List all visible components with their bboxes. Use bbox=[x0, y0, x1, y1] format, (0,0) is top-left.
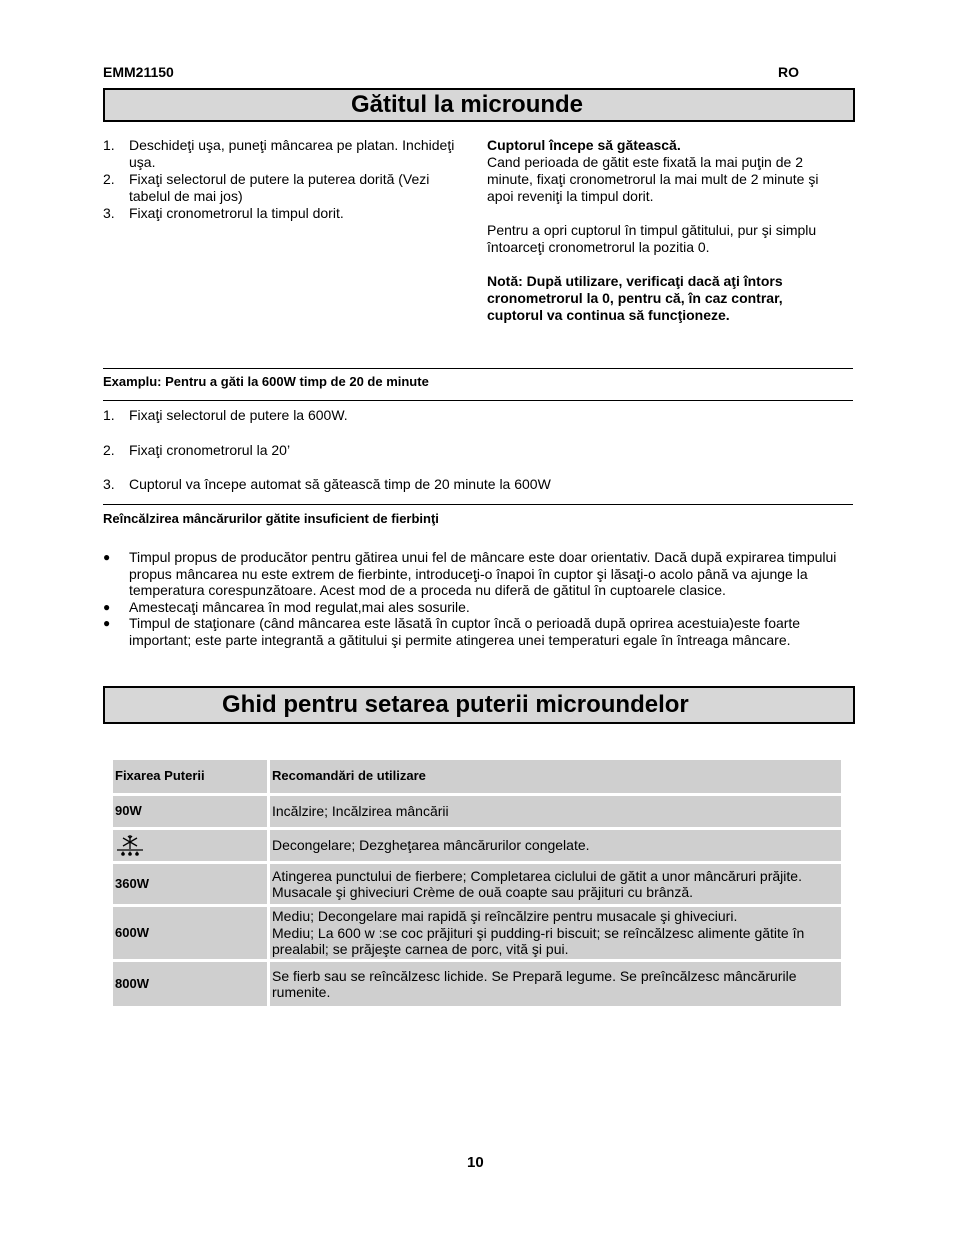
power-cell: 600W bbox=[113, 907, 267, 959]
list-item: 2. Fixaţi cronometrorul la 20’ bbox=[103, 442, 291, 458]
divider bbox=[103, 504, 853, 505]
recommendation-cell: Mediu; Decongelare mai rapidă şi reîncălzire pentru musacale şi ghiveciuri. Mediu; La 600 w :se coc prăjituri şi pudding-ri biscuit; se reîncălzesc alimente gătite în prealabil; se prăjeşte carnea de porc, vită şi pui. bbox=[270, 907, 841, 959]
stop-oven-paragraph: Pentru a opri cuptorul în timpul gătitului, pur şi simplu întoarceţi cronometrorul la pozitia 0. bbox=[487, 222, 817, 255]
list-item: ● Timpul propus de producător pentru gătirea unui fel de mâncare este doar orientativ. Dacă după expirarea timpului propus mâncarea nu este extrem de fierbinte, introduceţi-o înapoi în cuptor şi lăsaţi-o acolo până va ajunge la temperatura corespunzătoare. Acest mod de a proceda nu diferă de gătitul în cuptoarele clasice. bbox=[103, 549, 837, 598]
cooking-info-column bbox=[487, 137, 842, 324]
power-cell: 360W bbox=[113, 864, 267, 904]
table-header-row bbox=[113, 760, 841, 793]
table-row bbox=[113, 962, 841, 1006]
column-header-power: Fixarea Puterii bbox=[113, 760, 267, 793]
section-title-text: Ghid pentru setarea puterii microundelor bbox=[222, 691, 689, 718]
section-title-power-guide bbox=[103, 686, 855, 724]
language-code: RO bbox=[778, 64, 799, 80]
power-cell: 90W bbox=[113, 796, 267, 827]
model-number: EMM21150 bbox=[103, 64, 174, 80]
example-heading: Examplu: Pentru a găti la 600W timp de 20 de minute bbox=[103, 374, 429, 389]
power-cell bbox=[113, 830, 267, 861]
section-title-text: Gătitul la microunde bbox=[351, 91, 584, 118]
section-title-microwave-cooking bbox=[103, 88, 855, 122]
reheat-heading: Reîncălzirea mâncărurilor gătite insuficient de fierbinţi bbox=[103, 511, 439, 526]
page-number: 10 bbox=[467, 1154, 484, 1171]
power-settings-table bbox=[110, 757, 844, 1009]
list-item: ● Timpul de staţionare (când mâncarea este lăsată în cuptor încă o perioadă după oprirea acestuia)este foarte important; este parte integrantă a gătitului şi permite atingerea unei temperaturi egale în întreaga mâncare. bbox=[103, 615, 801, 648]
list-item: 3. Fixaţi cronometrorul la timpul dorit. bbox=[103, 205, 344, 221]
column-header-recommendations: Recomandări de utilizare bbox=[270, 760, 841, 793]
cooking-time-paragraph: Cand perioada de gătit este fixată la mai puţin de 2 minute, fixaţi cronometrorul la mai mult de 2 minute şi apoi reveniţi la timpul dorit. bbox=[487, 154, 819, 204]
divider bbox=[103, 400, 853, 401]
recommendation-cell: Se fierb sau se reîncălzesc lichide. Se Prepară legume. Se preîncălzesc mâncărurile rumenite. bbox=[270, 962, 841, 1006]
defrost-icon bbox=[115, 833, 145, 859]
recommendation-cell: Atingerea punctului de fierbere; Completarea ciclului de gătit a unor mâncăruri prăjite. Musacale şi ghiveciuri Crème de ouă coapte sau prăjituri cu brânză. bbox=[270, 864, 841, 904]
cooking-steps-list bbox=[103, 137, 463, 222]
table-row bbox=[113, 907, 841, 959]
recommendation-cell: Decongelare; Dezgheţarea mâncărurilor congelate. bbox=[270, 830, 841, 861]
list-item: 1. Deschideţi uşa, puneţi mâncarea pe platan. Inchideţi uşa. bbox=[103, 137, 455, 170]
recommendation-cell: Incălzire; Incălzirea mâncării bbox=[270, 796, 841, 827]
table-row bbox=[113, 830, 841, 861]
divider bbox=[103, 368, 853, 369]
reheat-bullets-list bbox=[103, 549, 843, 648]
cooking-starts-heading: Cuptorul începe să gătească. bbox=[487, 137, 681, 153]
note-paragraph: Notă: După utilizare, verificaţi dacă aţi întors cronometrorul la 0, pentru că, în caz contrar, cuptorul va continua să funcţioneze. bbox=[487, 273, 783, 323]
table-row bbox=[113, 796, 841, 827]
list-item: 1. Fixaţi selectorul de putere la 600W. bbox=[103, 407, 348, 423]
list-item: 2. Fixaţi selectorul de putere la puterea dorită (Vezi tabelul de mai jos) bbox=[103, 171, 430, 204]
power-cell: 800W bbox=[113, 962, 267, 1006]
list-item: 3. Cuptorul va începe automat să gătească timp de 20 minute la 600W bbox=[103, 476, 551, 492]
list-item: ● Amestecaţi mâncarea în mod regulat,mai ales sosurile. bbox=[103, 598, 470, 615]
table-row bbox=[113, 864, 841, 904]
